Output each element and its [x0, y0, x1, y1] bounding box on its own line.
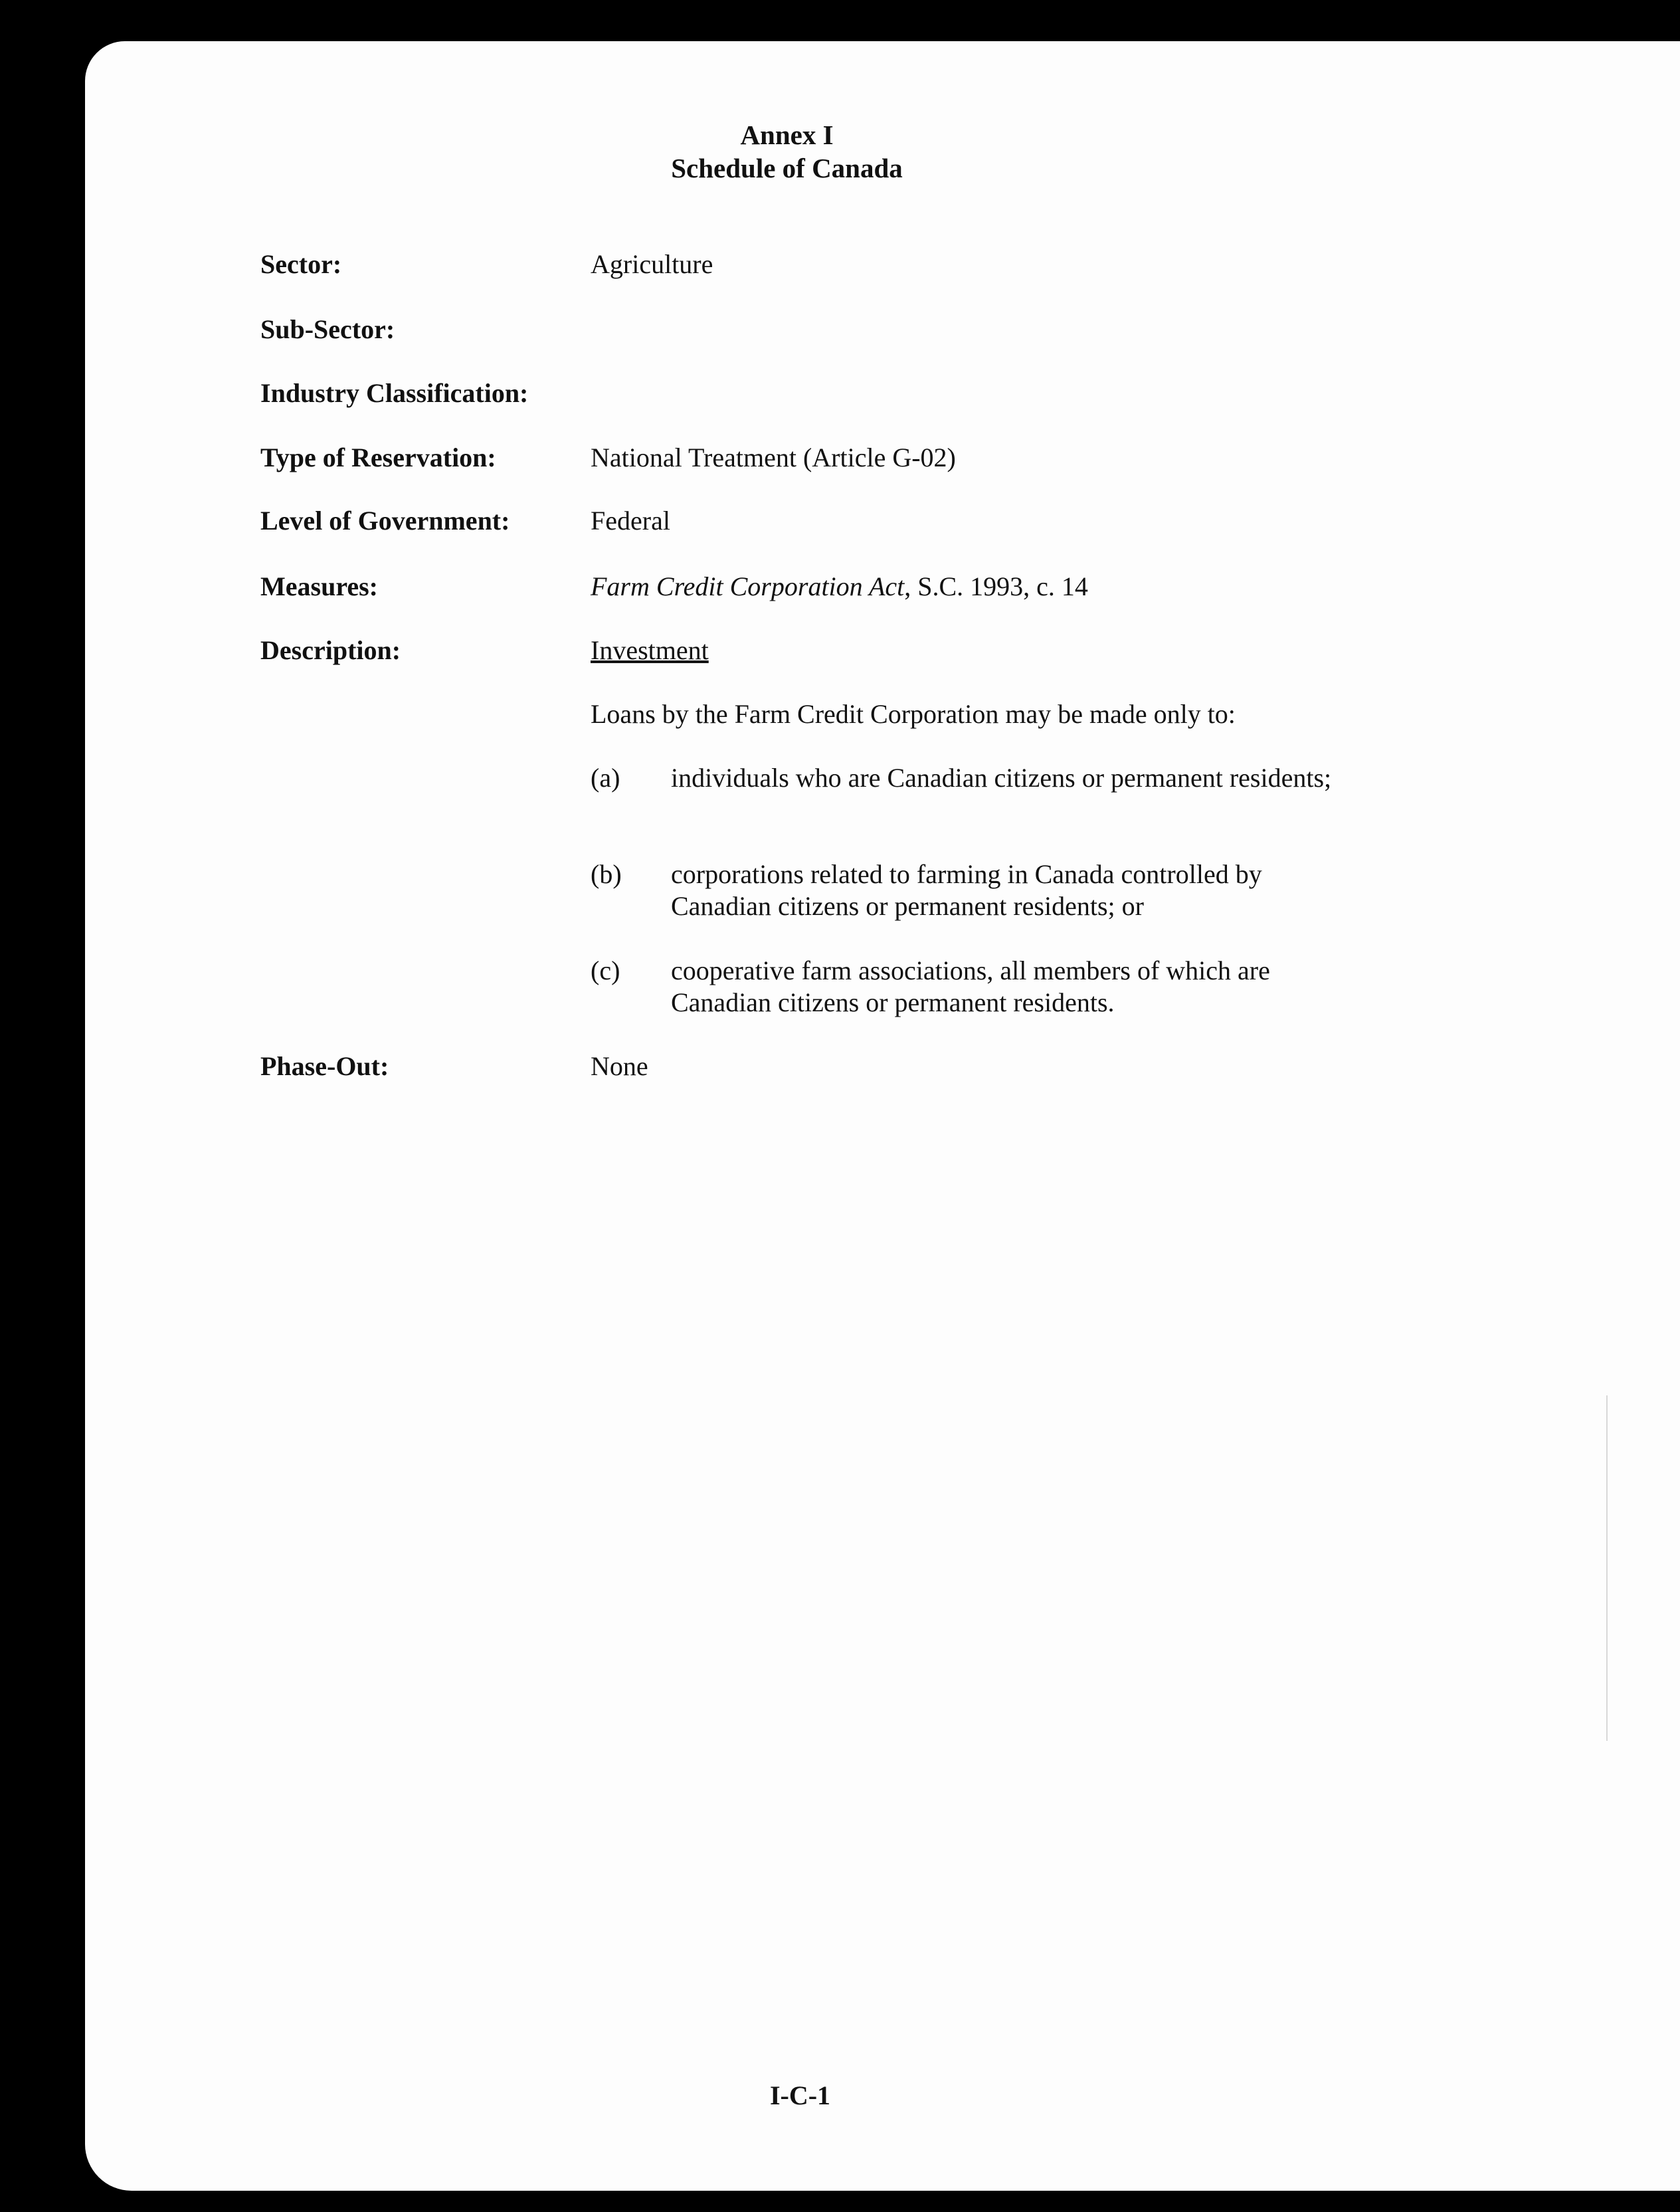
- reservation-type-value: National Treatment (Article G-02): [591, 443, 956, 472]
- measures-label: Measures:: [260, 571, 378, 601]
- government-level-label: Level of Government:: [260, 506, 510, 536]
- description-intro: Loans by the Farm Credit Corporation may be made only to:: [591, 699, 1236, 729]
- description-heading: Investment: [591, 635, 709, 665]
- government-level-value: Federal: [591, 506, 670, 536]
- measures-act: Farm Credit Corporation Act: [591, 571, 905, 601]
- phaseout-label: Phase-Out:: [260, 1051, 389, 1081]
- item-c-text: cooperative farm associations, all members of which are Canadian citizens or permanent residents.: [671, 955, 1270, 1017]
- measures-value: [591, 571, 1088, 603]
- subsector-label: Sub-Sector:: [260, 314, 395, 344]
- item-c-marker: (c): [591, 955, 620, 985]
- measures-citation: , S.C. 1993, c. 14: [904, 571, 1088, 601]
- item-b-marker: (b): [591, 859, 622, 889]
- industry-classification-label: Industry Classification:: [260, 378, 529, 408]
- description-label: Description:: [260, 635, 401, 665]
- sector-value: Agriculture: [591, 249, 713, 279]
- item-a-text: individuals who are Canadian citizens or permanent residents;: [671, 763, 1332, 793]
- sector-label: Sector:: [260, 249, 342, 279]
- phaseout-value: None: [591, 1051, 648, 1081]
- reservation-type-label: Type of Reservation:: [260, 443, 496, 472]
- schedule-title: Schedule of Canada: [671, 153, 903, 183]
- document-page: [85, 41, 1680, 2191]
- page-number: I-C-1: [769, 2080, 831, 2110]
- item-a-marker: (a): [591, 763, 620, 793]
- scan-edge-line: [1606, 1395, 1608, 1741]
- annex-title: Annex I: [740, 120, 834, 150]
- item-b-text: corporations related to farming in Canada controlled by Canadian citizens or permanent residents; or: [671, 859, 1262, 921]
